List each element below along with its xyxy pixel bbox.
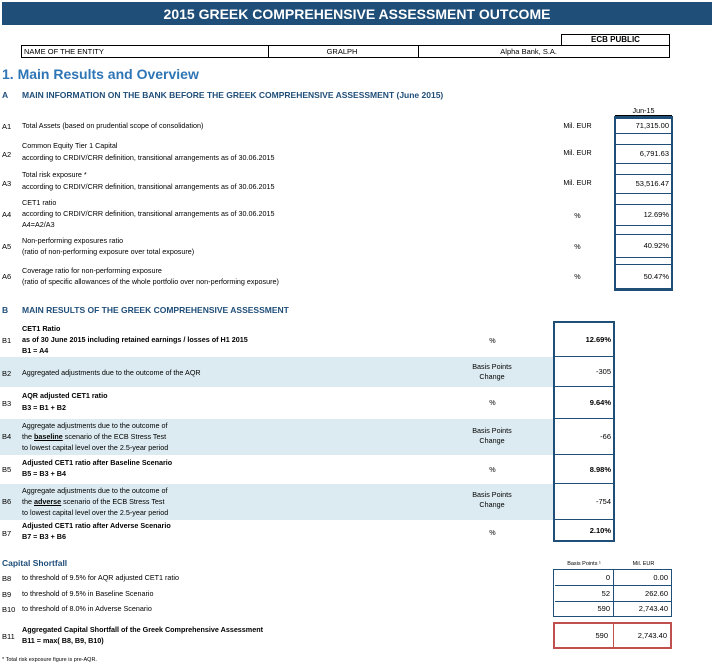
row-unit: % [489, 528, 496, 537]
col-header-eur: Mil. EUR [632, 561, 655, 567]
classification-label: ECB PUBLIC [591, 35, 640, 44]
row-formula: A4=A2/A3 [22, 220, 55, 229]
entity-label: NAME OF THE ENTITY [24, 47, 104, 56]
row-code: B8 [2, 574, 12, 583]
row-value: 9.64% [555, 387, 613, 419]
row-unit: Basis Points Change [472, 490, 512, 509]
row-code: B5 [2, 465, 12, 474]
row-value: 71,315.00 [615, 118, 672, 134]
row-label: Adjusted CET1 ratio after Adverse Scenario [22, 521, 171, 530]
row-formula: B1 = A4 [22, 346, 49, 355]
row-value: 8.98% [555, 455, 613, 484]
row-value: 40.92% [615, 234, 672, 258]
row-code: B1 [2, 336, 12, 345]
row-bp: 52 [555, 586, 613, 602]
row-label: Adjusted CET1 ratio after Baseline Scenario [22, 458, 173, 467]
row-label: Coverage ratio for non-performing exposure [22, 266, 162, 275]
row-label: CET1 Ratio [22, 324, 61, 333]
row-label: (ratio of non-performing exposure over total exposure) [22, 247, 195, 256]
col-header-bp: Basis Points ¹ [567, 561, 601, 567]
row-code: A6 [2, 272, 12, 281]
row-unit: % [574, 242, 581, 251]
row-label: Aggregate adjustments due to the outcome of [22, 486, 168, 495]
row-label: to threshold of 9.5% for AQR adjusted CET1 ratio [22, 573, 180, 582]
row-code: B10 [2, 605, 16, 614]
capital-shortfall-heading: Capital Shortfall [2, 558, 68, 568]
row-label: Aggregated adjustments due to the outcome of the AQR [22, 368, 201, 377]
row-unit: % [574, 211, 581, 220]
row-code: B6 [2, 497, 12, 506]
row-code: B2 [2, 369, 12, 378]
row-value: -66 [555, 419, 613, 455]
row-code: B7 [2, 529, 12, 538]
row-code: B11 [2, 632, 15, 641]
row-formula: B5 = B3 + B4 [22, 469, 66, 478]
row-label: Total risk exposure * [22, 170, 87, 179]
row-formula: B3 = B1 + B2 [22, 403, 66, 412]
section-heading-main: 1. Main Results and Overview [2, 66, 199, 82]
total-eur: 2,743.40 [637, 631, 667, 640]
row-value: -754 [555, 484, 613, 520]
row-label: according to CRDIV/CRR definition, transitional arrangements as of 30.06.2015 [22, 182, 275, 191]
row-code: A5 [2, 242, 12, 251]
row-eur: 0.00 [613, 570, 671, 586]
footnote: * Total risk exposure figure is pre-AQR. [2, 657, 97, 663]
row-value: 12.69% [615, 204, 672, 226]
entity-code: GRALPH [326, 47, 358, 56]
row-label: Aggregated Capital Shortfall of the Greek Comprehensive Assessment [22, 625, 263, 634]
entity-name: Alpha Bank, S.A. [500, 47, 557, 56]
row-unit: Basis Points Change [472, 362, 512, 381]
row-code: A1 [2, 122, 12, 131]
row-label: AQR adjusted CET1 ratio [22, 391, 108, 400]
row-eur: 2,743.40 [638, 604, 668, 613]
row-label: (ratio of specific allowances of the whole portfolio over non-performing exposure) [22, 277, 279, 286]
row-value: 50.47% [615, 264, 672, 289]
row-code: B4 [2, 432, 12, 441]
row-unit: % [489, 398, 496, 407]
entity-row [21, 45, 670, 58]
row-code: B3 [2, 399, 12, 408]
row-unit: % [489, 336, 496, 345]
row-value: 6,791.63 [615, 144, 672, 164]
row-code: A2 [2, 150, 12, 159]
row-unit: % [489, 465, 496, 474]
row-unit: Mil. EUR [563, 121, 592, 130]
row-label: according to CRDIV/CRR definition, transitional arrangements as of 30.06.2015 [22, 209, 275, 218]
row-unit: % [574, 272, 581, 281]
row-bp: 0 [555, 570, 613, 586]
page-title-bar [2, 2, 712, 25]
section-a-heading: MAIN INFORMATION ON THE BANK BEFORE THE GREEK COMPREHENSIVE ASSESSMENT (June 2015) [22, 90, 444, 100]
row-unit: Mil. EUR [563, 178, 592, 187]
row-eur: 262.60 [613, 586, 671, 602]
total-bp: 590 [595, 631, 608, 640]
section-b-heading: MAIN RESULTS OF THE GREEK COMPREHENSIVE ASSESSMENT [22, 305, 289, 315]
row-unit: Basis Points Change [472, 426, 512, 445]
row-label: CET1 ratio [22, 198, 57, 207]
row-unit: Mil. EUR [563, 148, 592, 157]
row-label: Aggregate adjustments due to the outcome of [22, 421, 168, 430]
row-code: B9 [2, 590, 12, 599]
section-b-letter: B [2, 305, 9, 315]
page-title: 2015 GREEK COMPREHENSIVE ASSESSMENT OUTCOME [163, 5, 551, 22]
row-label: Total Assets (based on prudential scope of consolidation) [22, 121, 204, 130]
section-a-letter: A [2, 90, 9, 100]
row-label: the baseline scenario of the ECB Stress Test [22, 432, 167, 441]
row-label: to lowest capital level over the 2.5-year period [22, 443, 169, 452]
row-label: to threshold of 8.0% in Adverse Scenario [22, 604, 152, 613]
entity-divider [268, 46, 269, 57]
row-code: A3 [2, 179, 12, 188]
row-code: A4 [2, 210, 12, 219]
period-header: Jun-15 [632, 106, 655, 115]
row-label: Non-performing exposures ratio [22, 236, 124, 245]
row-value: 12.69% [555, 323, 613, 357]
row-label: as of 30 June 2015 including retained earnings / losses of H1 2015 [22, 335, 248, 344]
row-value: 53,516.47 [615, 174, 672, 194]
entity-divider [418, 46, 419, 57]
row-label: to threshold of 9.5% in Baseline Scenario [22, 589, 154, 598]
row-bp: 590 [597, 604, 610, 613]
row-formula: B7 = B3 + B6 [22, 532, 66, 541]
row-formula: B11 = max( B8, B9, B10) [22, 636, 104, 645]
row-label: to lowest capital level over the 2.5-year period [22, 508, 169, 517]
row-value: -305 [555, 357, 613, 387]
row-label: the adverse scenario of the ECB Stress Test [22, 497, 165, 506]
row-label: according to CRDIV/CRR definition, transitional arrangements as of 30.06.2015 [22, 153, 275, 162]
row-label: Common Equity Tier 1 Capital [22, 141, 118, 150]
row-value: 2.10% [589, 526, 611, 535]
